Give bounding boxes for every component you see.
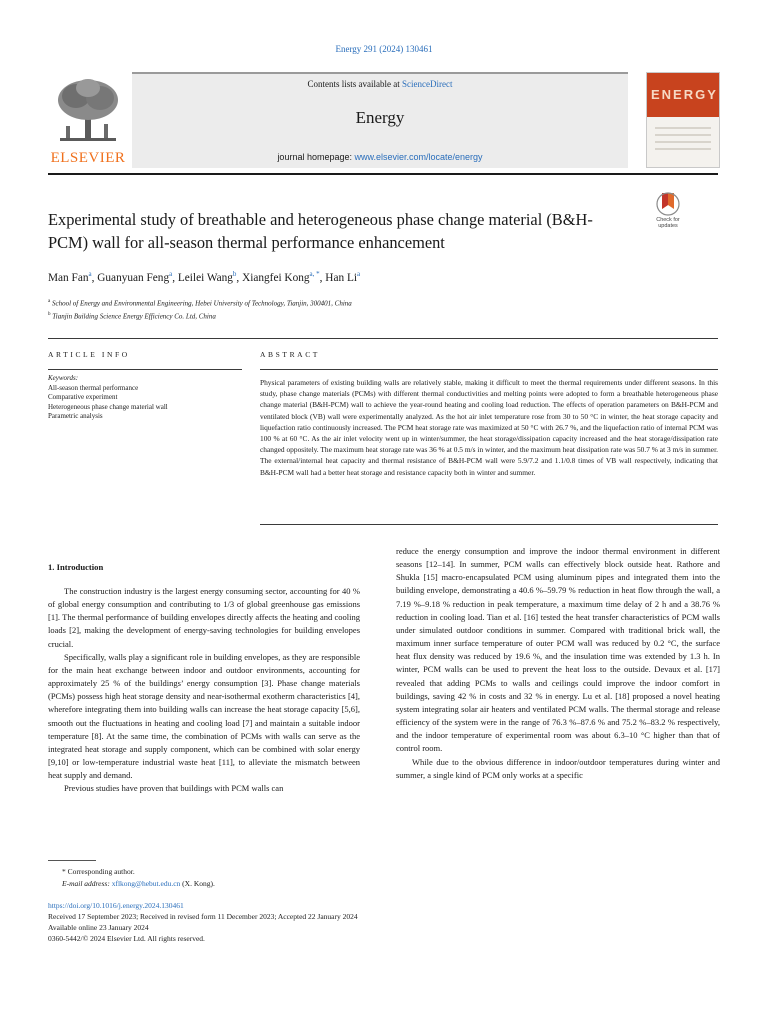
keywords-block — [48, 374, 242, 422]
affiliation-list — [48, 296, 688, 323]
author-separator: , — [236, 271, 243, 284]
homepage-prefix: journal homepage: — [277, 152, 355, 162]
crossmark-label — [648, 217, 688, 229]
author-name[interactable]: Han Li — [325, 271, 357, 284]
crossmark-line-2: updates — [658, 223, 678, 229]
body-paragraph: While due to the obvious difference in indoor/outdoor temperatures during winter and summer, a single kind of PCM only works at a specific — [396, 756, 720, 780]
sciencedirect-link[interactable]: ScienceDirect — [402, 79, 453, 89]
keyword: Parametric analysis — [48, 412, 103, 420]
keyword: Heterogeneous phase change material wall — [48, 402, 168, 411]
affiliation — [48, 309, 688, 322]
contents-line — [132, 79, 628, 89]
body-paragraph: Previous studies have proven that buildings with PCM walls can — [64, 783, 284, 794]
elsevier-tree-icon — [54, 76, 122, 148]
footnote-rule — [48, 860, 96, 861]
author-name[interactable]: Guanyuan Feng — [97, 271, 170, 284]
cover-word: ENERGY — [651, 87, 718, 102]
journal-cover-thumbnail[interactable] — [646, 72, 720, 168]
abstract-rule — [260, 369, 718, 370]
masthead-rule — [48, 173, 718, 175]
crossmark-icon — [648, 191, 688, 217]
keywords-label: Keywords: — [48, 374, 79, 382]
cover-line — [655, 141, 711, 143]
email-suffix: (X. Kong). — [180, 879, 215, 888]
doi-link[interactable]: https://doi.org/10.1016/j.energy.2024.130461 — [48, 901, 184, 910]
author-name[interactable]: Xiangfei Kong — [242, 271, 310, 284]
body-paragraph: The construction industry is the largest energy consuming sector, accounting for 40 % of global energy consumption and contributing to 1/3 of global greenhouse gas emissions [1]. The thermal performance of building envelopes directly affects the heating and cooling loads [2], making the development of energy-saving technologies for building envelopes crucial. — [48, 586, 360, 649]
affiliation-marker: a — [48, 299, 51, 304]
publication-info — [48, 900, 648, 944]
affiliation — [48, 296, 688, 309]
affiliation-marker: b — [48, 312, 51, 318]
crossmark-line-1: Check for — [656, 217, 680, 223]
body-paragraph: Specifically, walls play a significant role in building envelopes, as they are responsible for the main heat exchange between indoor and outdoor environments, accounting for approximately 25 % of the buildings’ energy consumption [3]. Phase change materials (PCMs) possess high heat storage density and near-isothermal exotherm characteristics [4], wherefore integrating them into building walls can increase the heat storage capacity [5,6], smooth out the fluctuations in heating and cooling load [7] and maintain a suitable indoor temperature [8]. At the same time, the combination of PCMs with walls can serve as the integrated heat storage and supply component, which can be combined with solar energy [9,10] or low-temperature industrial waste heat [11], to alleviate the mismatch between heat supply and demand. — [48, 651, 360, 781]
copyright-line: 0360-5442/© 2024 Elsevier Ltd. All rights reserved. — [48, 934, 205, 943]
journal-title: Energy — [355, 108, 405, 127]
author-affiliation-marker[interactable]: a — [169, 270, 173, 278]
crossmark-badge[interactable] — [648, 191, 688, 231]
email-note — [48, 878, 368, 890]
cover-line — [655, 148, 711, 150]
footnotes — [48, 866, 368, 890]
author-name[interactable]: Leilei Wang — [177, 271, 233, 284]
author-affiliation-marker[interactable]: a, * — [309, 270, 320, 278]
body-column-right — [396, 545, 720, 782]
keyword: Comparative experiment — [48, 393, 118, 401]
keyword: All-season thermal performance — [48, 383, 139, 392]
cover-lines — [655, 127, 711, 155]
online-date: Available online 23 January 2024 — [48, 923, 149, 932]
article-title: Experimental study of breathable and heterogeneous phase change material (B&H-PCM) wall for all-season thermal performance enhancement — [48, 210, 593, 252]
article-history: Received 17 September 2023; Received in revised form 11 December 2023; Accepted 22 January 2024 — [48, 912, 358, 921]
journal-banner — [132, 72, 628, 168]
elsevier-logo[interactable] — [48, 72, 128, 168]
author-separator: , — [172, 271, 178, 284]
homepage-line — [132, 152, 628, 162]
corresponding-author-note: * Corresponding author. — [62, 867, 135, 876]
author-separator: , — [91, 271, 98, 284]
front-matter-rule — [48, 338, 718, 339]
affiliation-text: Tianjin Building Science Energy Efficiency Co. Ltd, China — [52, 312, 216, 321]
article-info-heading: ARTICLE INFO — [48, 350, 130, 359]
contents-prefix: Contents lists available at — [307, 79, 402, 89]
author-affiliation-marker[interactable]: b — [232, 270, 237, 278]
journal-homepage-link[interactable]: www.elsevier.com/locate/energy — [354, 152, 483, 162]
affiliation-text: School of Energy and Environmental Engineering, Hebei University of Technology, Tianjin, 300401, China — [51, 299, 352, 308]
email-label: E-mail address: — [62, 879, 112, 888]
journal-citation[interactable]: Energy 291 (2024) 130461 — [335, 44, 433, 54]
abstract-heading: ABSTRACT — [260, 350, 320, 359]
body-paragraph: reduce the energy consumption and improve the indoor thermal environment in different seasons [12–14]. In summer, PCM walls can effectively block outside heat. Rathore and Shukla [15] macro-encapsulated PCM using aluminum pipes and integrated them into the building envelope, demonstrating a 40.6 %–59.79 % reduction in heat flow through the wall, a 7.19 %–9.18 % reduction in peak temperature, a maximum time delay of 2 h and a 38.76 % reduction in cooling load. Tian et al. [16] tested the heat transfer characteristics of PCM walls under simulated outdoor conditions in summer. Compared with traditional brick wall, the maximum inner surface temperature of outer PCM wall was reduced by 0.2 °C, the surface heat flux density was reduced by 19.6 %, and the insulation time was extended by 1.3 h. In winter, PCM walls can be used to prevent the heat loss to the outside. Devaux et al. [17] revealed that adding PCMs to walls and ceilings could improve the indoor comfort in buildings, saving 42 % in costs and 32 % in energy. Lu et al. [18] proposed a novel heating system integrating solar air heaters and ventilated PCM walls. The thermal storage and release efficiency of the system were in the range of 76.3 %–87.6 % and 75.2 %–83.2 % respectively, and the indoor temperature of experimental room was about 6.3–10 °C higher than that of control room. — [396, 546, 720, 754]
body-column-left — [48, 585, 360, 796]
publisher-name: ELSEVIER — [50, 150, 126, 166]
author-affiliation-marker[interactable]: a — [356, 270, 361, 278]
author-name[interactable]: Man Fan — [48, 271, 89, 284]
author-separator: , — [319, 271, 326, 284]
abstract-end-rule — [260, 524, 718, 525]
section-heading-introduction: 1. Introduction — [48, 562, 104, 572]
cover-line — [655, 134, 711, 136]
journal-masthead — [48, 72, 718, 168]
author-list — [48, 270, 688, 284]
abstract-text: Physical parameters of existing building walls are relatively stable, making it difficult to meet the thermal requirements under different seasons. In this study, phase change materials (PCMs) with different thermal conductivities and melting points were adopted to form a breathable heterogeneous phase change material (B&H-PCM) wall to achieve the year-round heating and cooling load reduction. The effects of operation parameters on B&H-PCM and ventilated block (VB) wall were experimentally analyzed. As the hot air inlet temperature rose from 30 to 50 °C in winter, the heat storage capacity and liquefaction ratio continuously increased. The PCM heat storage rate was maximized at 50 °C with 26.7 %, and the liquefaction ratio of internal PCM was 100 % at 60 °C. As the air inlet velocity went up in winter/summer, the heat storage/dissipation capacity increased and the heat storage/dissipation rate changed oppositely. The maximum heat storage rate was 36 % at 0.5 m/s in winter, and the maximum heat dissipation rate was 50.7 % at 3 m/s in summer. The external/internal heat capacity and thermal resistance of B&H-PCM wall were 5.9/7.2 and 1.1/0.8 times of VB wall respectively, indicating that B&H-PCM wall had a better heat storage and resistance capacity both in winter and summer. — [260, 378, 718, 477]
author-affiliation-marker[interactable]: a — [88, 270, 92, 278]
email-link[interactable]: xflkong@hebut.edu.cn — [111, 879, 181, 888]
info-rule — [48, 369, 242, 370]
cover-line — [655, 127, 711, 129]
